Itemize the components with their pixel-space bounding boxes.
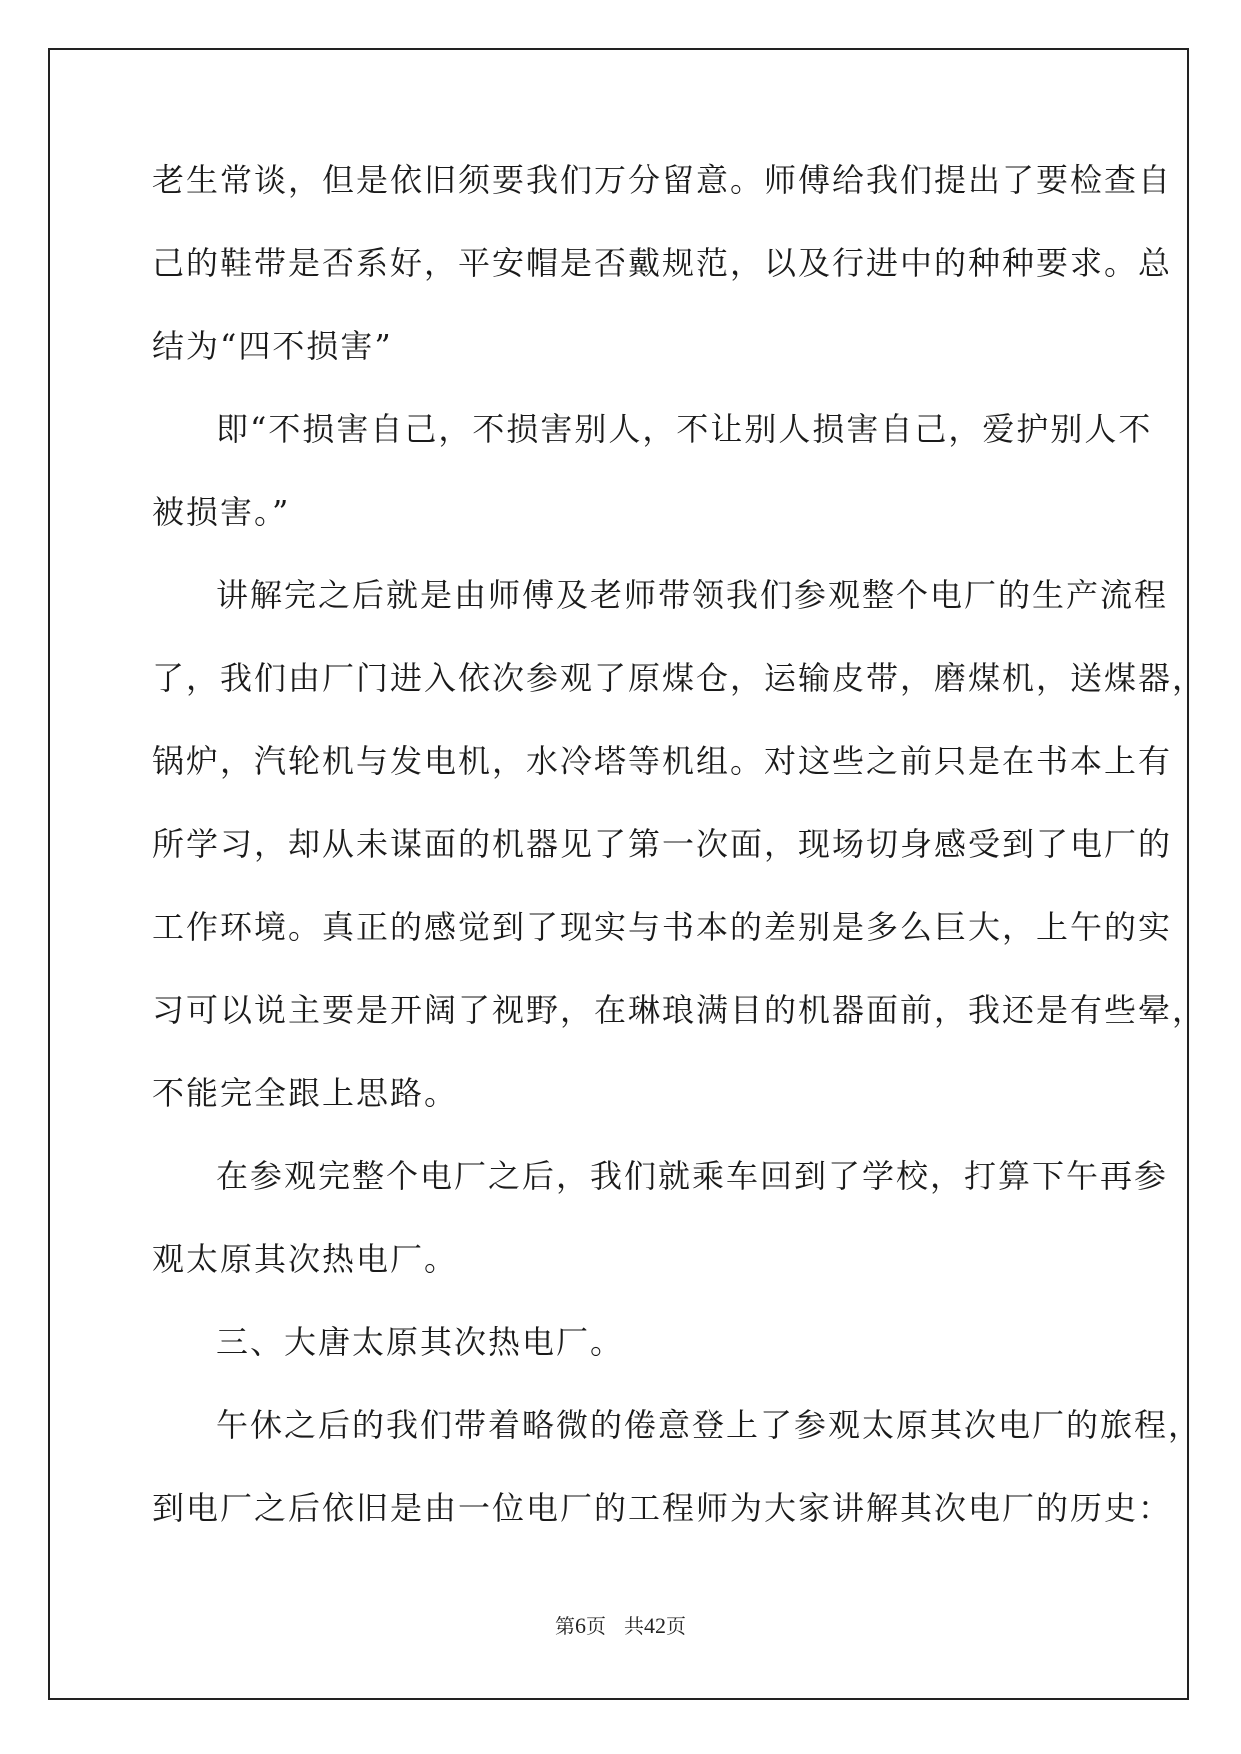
text-line: 所学习，却从未谋面的机器见了第一次面，现场切身感受到了电厂的 [152,825,1173,863]
text-line: 被损害。” [152,493,291,531]
total-pages: 42 [644,1613,666,1638]
text-line: 到电厂之后依旧是由一位电厂的工程师为大家讲解其次电厂的历史： [152,1489,1173,1527]
text-line: 工作环境。真正的感觉到了现实与书本的差别是多么巨大，上午的实 [152,908,1173,946]
page-footer [0,1614,1241,1638]
paragraph-start-line: 即“不损害自己，不损害别人，不让别人损害自己，爱护别人不 [216,410,1153,448]
document-body [152,160,1207,1571]
text-line: 结为“四不损害” [152,327,393,365]
text-line: 习可以说主要是开阔了视野，在琳琅满目的机器面前，我还是有些晕， [152,991,1207,1029]
total-suffix: 页 [666,1614,686,1638]
page-number: 6 [575,1613,586,1638]
page-suffix: 页 [586,1614,606,1638]
paragraph-start-line: 在参观完整个电厂之后，我们就乘车回到了学校，打算下午再参 [216,1157,1169,1195]
total-prefix: 共 [624,1614,644,1638]
text-line: 不能完全跟上思路。 [152,1074,459,1112]
text-line: 己的鞋带是否系好，平安帽是否戴规范，以及行进中的种种要求。总 [152,244,1173,282]
text-line: 老生常谈，但是依旧须要我们万分留意。师傅给我们提出了要检查自 [152,161,1173,199]
text-line: 锅炉，汽轮机与发电机，水冷塔等机组。对这些之前只是在书本上有 [152,742,1173,780]
paragraph-start-line: 讲解完之后就是由师傅及老师带领我们参观整个电厂的生产流程 [216,576,1169,614]
page-prefix: 第 [555,1614,575,1638]
text-line: 观太原其次热电厂。 [152,1240,459,1278]
text-line: 了，我们由厂门进入依次参观了原煤仓，运输皮带，磨煤机，送煤器， [152,659,1207,697]
paragraph-start-line: 午休之后的我们带着略微的倦意登上了参观太原其次电厂的旅程， [216,1406,1203,1444]
section-heading: 三、大唐太原其次热电厂。 [216,1323,625,1361]
